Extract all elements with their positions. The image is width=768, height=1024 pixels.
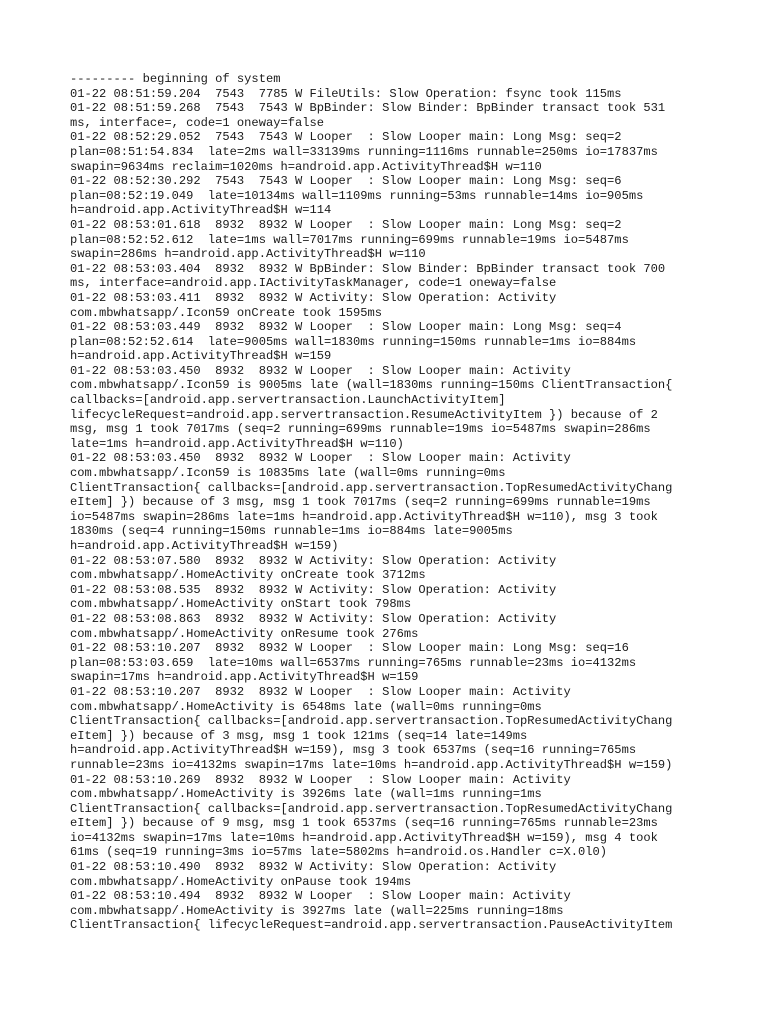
log-line: 01-22 08:53:03.450 8932 8932 W Looper : Slow Looper main: Activity bbox=[70, 363, 571, 378]
log-line: 01-22 08:53:10.269 8932 8932 W Looper : Slow Looper main: Activity bbox=[70, 772, 571, 787]
log-line: com.mbwhatsapp/.HomeActivity onResume took 276ms bbox=[70, 626, 419, 641]
log-line: ClientTransaction{ callbacks=[android.app.servertransaction.TopResumedActivityChang bbox=[70, 480, 673, 495]
log-line: com.mbwhatsapp/.HomeActivity is 3927ms late (wall=225ms running=18ms bbox=[70, 903, 564, 918]
log-line: plan=08:52:52.612 late=1ms wall=7017ms running=699ms runnable=19ms io=5487ms bbox=[70, 232, 629, 247]
log-line: swapin=286ms h=android.app.ActivityThread$H w=110 bbox=[70, 247, 426, 262]
log-line: com.mbwhatsapp/.Icon59 is 9005ms late (wall=1830ms running=150ms ClientTransaction{ bbox=[70, 378, 673, 393]
log-line: 01-22 08:53:01.618 8932 8932 W Looper : Slow Looper main: Long Msg: seq=2 bbox=[70, 217, 622, 232]
log-line: 01-22 08:52:30.292 7543 7543 W Looper : Slow Looper main: Long Msg: seq=6 bbox=[70, 174, 622, 189]
log-line: lifecycleRequest=android.app.servertransaction.ResumeActivityItem }) because of 2 bbox=[70, 407, 658, 422]
log-line: 01-22 08:53:10.207 8932 8932 W Looper : Slow Looper main: Activity bbox=[70, 684, 571, 699]
log-line: 01-22 08:53:10.207 8932 8932 W Looper : Slow Looper main: Long Msg: seq=16 bbox=[70, 641, 629, 656]
log-line: late=1ms h=android.app.ActivityThread$H w=110) bbox=[70, 436, 404, 451]
log-line: 01-22 08:51:59.268 7543 7543 W BpBinder: Slow Binder: BpBinder transact took 531 bbox=[70, 101, 666, 116]
log-line: h=android.app.ActivityThread$H w=159), msg 3 took 6537ms (seq=16 running=765ms bbox=[70, 743, 637, 758]
log-line: ClientTransaction{ callbacks=[android.app.servertransaction.TopResumedActivityChang bbox=[70, 801, 673, 816]
log-line: eItem] }) because of 3 msg, msg 1 took 7017ms (seq=2 running=699ms runnable=19ms bbox=[70, 495, 651, 510]
log-line: ms, interface=, code=1 oneway=false bbox=[70, 115, 325, 130]
log-line: 01-22 08:53:03.404 8932 8932 W BpBinder: Slow Binder: BpBinder transact took 700 bbox=[70, 261, 666, 276]
log-line: h=android.app.ActivityThread$H w=159) bbox=[70, 539, 339, 553]
log-line: plan=08:52:19.049 late=10134ms wall=1109ms running=53ms runnable=14ms io=905ms bbox=[70, 188, 644, 203]
log-line: com.mbwhatsapp/.Icon59 is 10835ms late (wall=0ms running=0ms bbox=[70, 466, 506, 481]
log-line: runnable=23ms io=4132ms swapin=17ms late=10ms h=android.app.ActivityThread$H w=159) bbox=[70, 757, 673, 772]
log-line: com.mbwhatsapp/.Icon59 onCreate took 1595ms bbox=[70, 305, 383, 320]
log-line: 61ms (seq=19 running=3ms io=57ms late=5802ms h=android.os.Handler c=X.0l0) bbox=[70, 845, 608, 860]
log-line: --------- beginning of system bbox=[70, 72, 281, 86]
log-line: plan=08:51:54.834 late=2ms wall=33139ms running=1116ms runnable=250ms io=17837ms bbox=[70, 144, 658, 159]
log-line: 01-22 08:53:10.490 8932 8932 W Activity: Slow Operation: Activity bbox=[70, 860, 557, 875]
log-line: com.mbwhatsapp/.HomeActivity onPause took 194ms bbox=[70, 874, 412, 889]
log-line: ms, interface=android.app.IActivityTaskManager, code=1 oneway=false bbox=[70, 276, 557, 291]
log-line: 01-22 08:51:59.204 7543 7785 W FileUtils: Slow Operation: fsync took 115ms bbox=[70, 86, 622, 101]
log-line: ClientTransaction{ lifecycleRequest=android.app.servertransaction.PauseActivityItem bbox=[70, 918, 673, 933]
log-line: eItem] }) because of 3 msg, msg 1 took 121ms (seq=14 late=149ms bbox=[70, 728, 528, 743]
log-line: 01-22 08:53:03.449 8932 8932 W Looper : Slow Looper main: Long Msg: seq=4 bbox=[70, 320, 622, 335]
log-line: 01-22 08:53:03.411 8932 8932 W Activity: Slow Operation: Activity bbox=[70, 290, 557, 305]
log-line: ClientTransaction{ callbacks=[android.app.servertransaction.TopResumedActivityChang bbox=[70, 714, 673, 729]
log-line: 01-22 08:53:08.863 8932 8932 W Activity: Slow Operation: Activity bbox=[70, 611, 557, 626]
log-line: com.mbwhatsapp/.HomeActivity is 3926ms late (wall=1ms running=1ms bbox=[70, 787, 542, 802]
log-line: 1830ms (seq=4 running=150ms runnable=1ms io=884ms late=9005ms bbox=[70, 524, 513, 539]
log-line: 01-22 08:52:29.052 7543 7543 W Looper : Slow Looper main: Long Msg: seq=2 bbox=[70, 130, 622, 145]
log-line: h=android.app.ActivityThread$H w=159 bbox=[70, 349, 332, 364]
log-line: 01-22 08:53:10.494 8932 8932 W Looper : Slow Looper main: Activity bbox=[70, 889, 571, 904]
log-line: callbacks=[android.app.servertransaction.LaunchActivityItem] bbox=[70, 393, 506, 408]
log-line: msg, msg 1 took 7017ms (seq=2 running=699ms runnable=19ms io=5487ms swapin=286ms bbox=[70, 422, 651, 437]
log-line: eItem] }) because of 9 msg, msg 1 took 6537ms (seq=16 running=765ms runnable=23ms bbox=[70, 816, 658, 831]
log-line: swapin=17ms h=android.app.ActivityThread$H w=159 bbox=[70, 670, 419, 685]
log-line: 01-22 08:53:07.580 8932 8932 W Activity: Slow Operation: Activity bbox=[70, 553, 557, 568]
log-line: 01-22 08:53:08.535 8932 8932 W Activity: Slow Operation: Activity bbox=[70, 582, 557, 597]
log-line: plan=08:53:03.659 late=10ms wall=6537ms running=765ms runnable=23ms io=4132ms bbox=[70, 655, 637, 670]
log-line: 01-22 08:53:03.450 8932 8932 W Looper : Slow Looper main: Activity bbox=[70, 451, 571, 466]
log-line: com.mbwhatsapp/.HomeActivity onStart took 798ms bbox=[70, 597, 412, 612]
log-line: swapin=9634ms reclaim=1020ms h=android.app.ActivityThread$H w=110 bbox=[70, 159, 542, 174]
log-line: com.mbwhatsapp/.HomeActivity onCreate took 3712ms bbox=[70, 568, 426, 583]
log-line: com.mbwhatsapp/.HomeActivity is 6548ms late (wall=0ms running=0ms bbox=[70, 699, 542, 714]
log-document bbox=[70, 72, 710, 933]
log-line: h=android.app.ActivityThread$H w=114 bbox=[70, 203, 332, 218]
log-line: plan=08:52:52.614 late=9005ms wall=1830ms running=150ms runnable=1ms io=884ms bbox=[70, 334, 637, 349]
log-line: io=4132ms swapin=17ms late=10ms h=android.app.ActivityThread$H w=159), msg 4 took bbox=[70, 830, 658, 845]
log-line: io=5487ms swapin=286ms late=1ms h=android.app.ActivityThread$H w=110), msg 3 took bbox=[70, 509, 658, 524]
